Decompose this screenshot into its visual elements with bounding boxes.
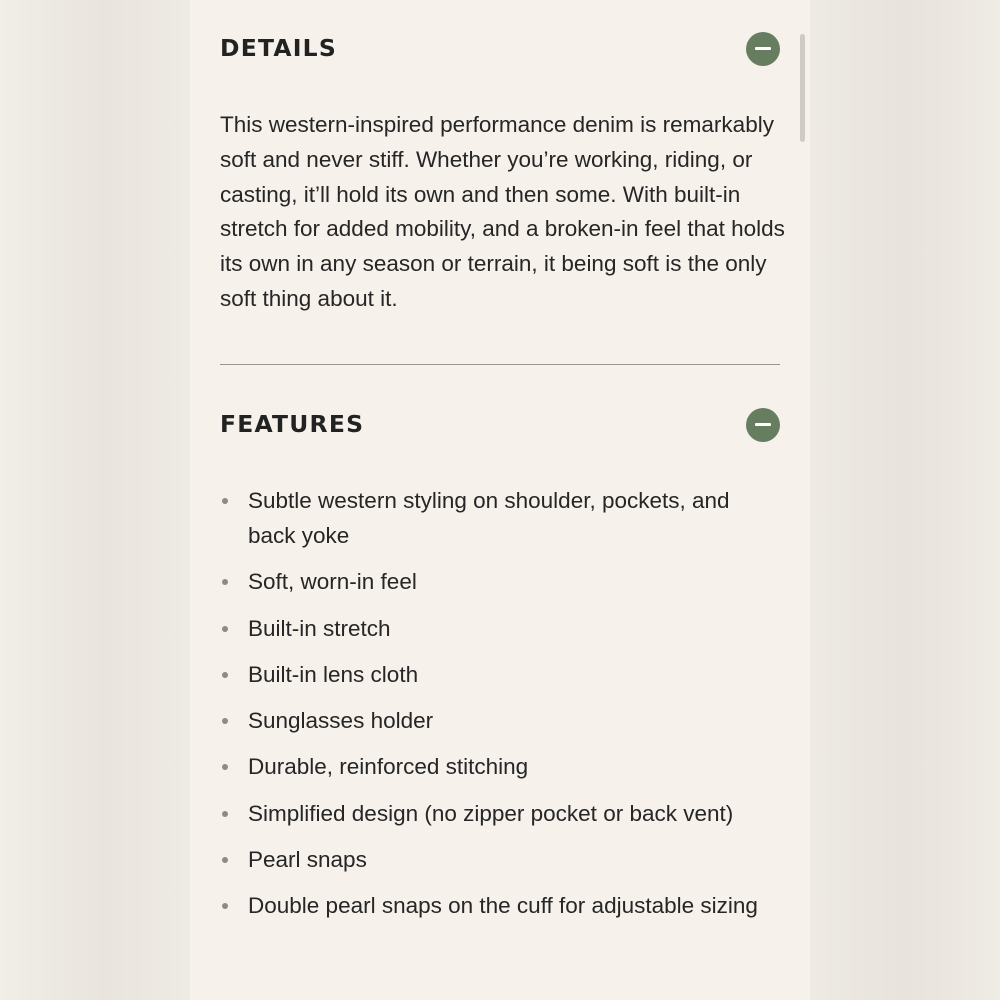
background-right [810, 0, 1000, 1000]
bullet-icon [222, 903, 228, 909]
features-list [220, 483, 780, 935]
features-title: FEATURES [220, 412, 365, 438]
bullet-icon [222, 764, 228, 770]
feature-text: Simplified design (no zipper pocket or back vent) [248, 800, 734, 826]
scrollbar-thumb[interactable] [800, 34, 805, 142]
bullet-icon [222, 811, 228, 817]
feature-text: Durable, reinforced stitching [248, 754, 529, 780]
section-divider [220, 364, 780, 365]
list-item [220, 483, 780, 553]
feature-text: Soft, worn-in feel [248, 569, 417, 595]
background-left [0, 0, 190, 1000]
list-item [220, 888, 780, 923]
list-item [220, 564, 780, 599]
list-item [220, 749, 780, 784]
bullet-icon [222, 672, 228, 678]
feature-text: Subtle western styling on shoulder, pockets, and back yoke [248, 488, 730, 548]
details-header[interactable] [220, 31, 780, 71]
feature-text: Pearl snaps [248, 847, 367, 873]
details-collapse-button[interactable] [746, 32, 780, 66]
bullet-icon [222, 579, 228, 585]
minus-icon [755, 47, 771, 50]
bullet-icon [222, 718, 228, 724]
list-item [220, 703, 780, 738]
list-item [220, 657, 780, 692]
bullet-icon [222, 857, 228, 863]
list-item [220, 842, 780, 877]
details-description: This western-inspired performance denim is remarkably soft and never stiff. Whether you’re working, riding, or casting, it’ll hold its own and then some. With built-in stretch for added mobility, and a broken-in feel that holds its own in any season or terrain, it being soft is the only soft thing about it. [220, 112, 785, 311]
minus-icon [755, 423, 771, 426]
feature-text: Built-in lens cloth [248, 661, 419, 687]
product-info-panel [190, 0, 810, 1000]
features-header[interactable] [220, 407, 780, 447]
details-title: DETAILS [220, 36, 337, 62]
feature-text: Sunglasses holder [248, 708, 434, 734]
feature-text: Built-in stretch [248, 615, 391, 641]
features-collapse-button[interactable] [746, 408, 780, 442]
list-item [220, 796, 780, 831]
feature-text: Double pearl snaps on the cuff for adjustable sizing [248, 893, 758, 919]
list-item [220, 611, 780, 646]
bullet-icon [222, 626, 228, 632]
bullet-icon [222, 498, 228, 504]
